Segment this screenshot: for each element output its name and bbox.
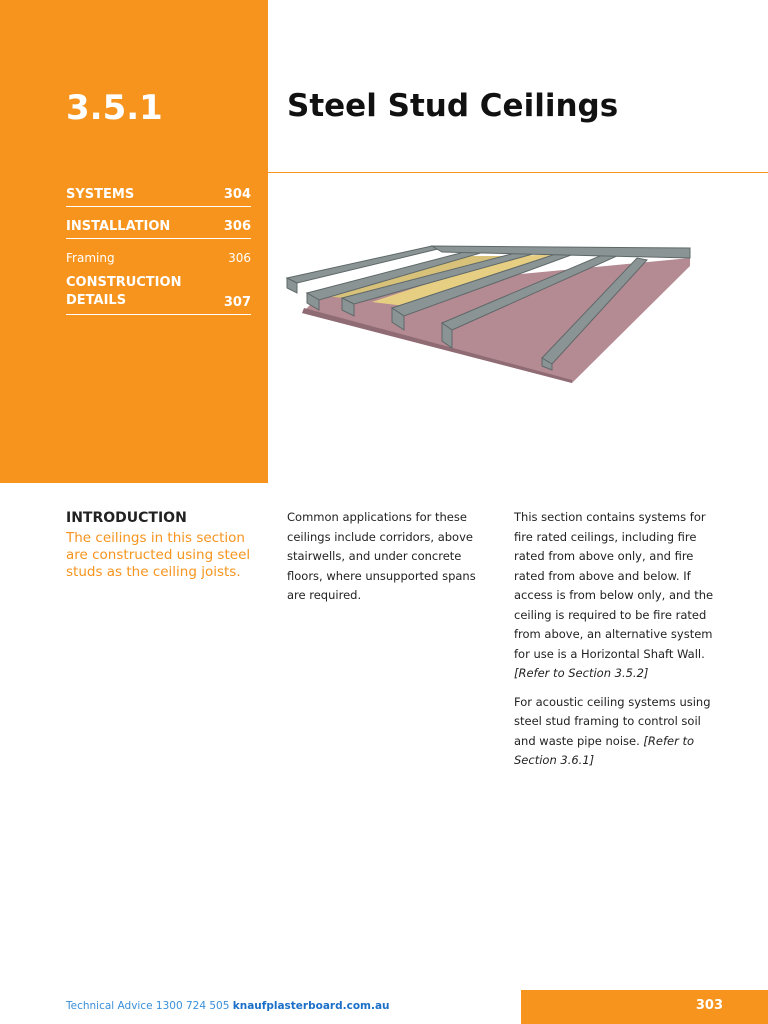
page-title: Steel Stud Ceilings xyxy=(287,88,619,124)
toc-label: CONSTRUCTION DETAILS xyxy=(66,275,182,308)
body-column-3 xyxy=(514,508,724,780)
toc-item-systems[interactable] xyxy=(66,184,251,207)
orange-sidebar-panel xyxy=(0,0,268,483)
paragraph-text: For acoustic ceiling systems using steel stud framing to control soil and waste pipe noise. xyxy=(514,694,711,748)
page-number-bar xyxy=(521,990,768,1024)
footer-contact xyxy=(66,1000,390,1012)
toc-item-construction-details[interactable] xyxy=(66,271,251,315)
body-paragraph xyxy=(514,693,724,771)
page-number: 303 xyxy=(695,998,723,1013)
ceiling-illustration xyxy=(282,238,712,388)
toc-page: 304 xyxy=(223,187,251,202)
toc-item-framing[interactable] xyxy=(66,248,251,267)
footer-text: Technical Advice 1300 724 505 xyxy=(66,1000,230,1012)
toc-page: 306 xyxy=(228,251,251,265)
toc-page: 307 xyxy=(223,295,251,310)
section-reference: [Refer to Section 3.6.1] xyxy=(514,733,695,767)
header-divider xyxy=(268,172,768,173)
body-column-2 xyxy=(287,508,497,615)
intro-text: The ceilings in this section are constructed using steel studs as the ceiling joists. xyxy=(66,530,251,580)
toc-item-installation[interactable] xyxy=(66,216,251,239)
footer-website-link[interactable]: knaufplasterboard.com.au xyxy=(232,1000,390,1012)
toc-page: 306 xyxy=(223,219,251,234)
body-paragraph: Common applications for these ceilings include corridors, above stairwells, and under concrete floors, where unsupported spans are required. xyxy=(287,510,476,602)
toc-label: INSTALLATION xyxy=(66,219,171,234)
toc-label: SYSTEMS xyxy=(66,187,135,202)
toc-label: Framing xyxy=(66,251,115,265)
table-of-contents xyxy=(66,184,251,324)
section-number: 3.5.1 xyxy=(66,88,163,128)
body-paragraph xyxy=(514,508,724,684)
section-reference: [Refer to Section 3.5.2] xyxy=(514,666,649,680)
intro-heading: INTRODUCTION xyxy=(66,510,187,526)
paragraph-text: This section contains systems for fire rated ceilings, including fire rated from above only, and fire rated from above and below. If access is from below only, and the ceiling is required to be fire rated from above, an alternative system for use is a Horizontal Shaft Wall. xyxy=(514,510,714,661)
